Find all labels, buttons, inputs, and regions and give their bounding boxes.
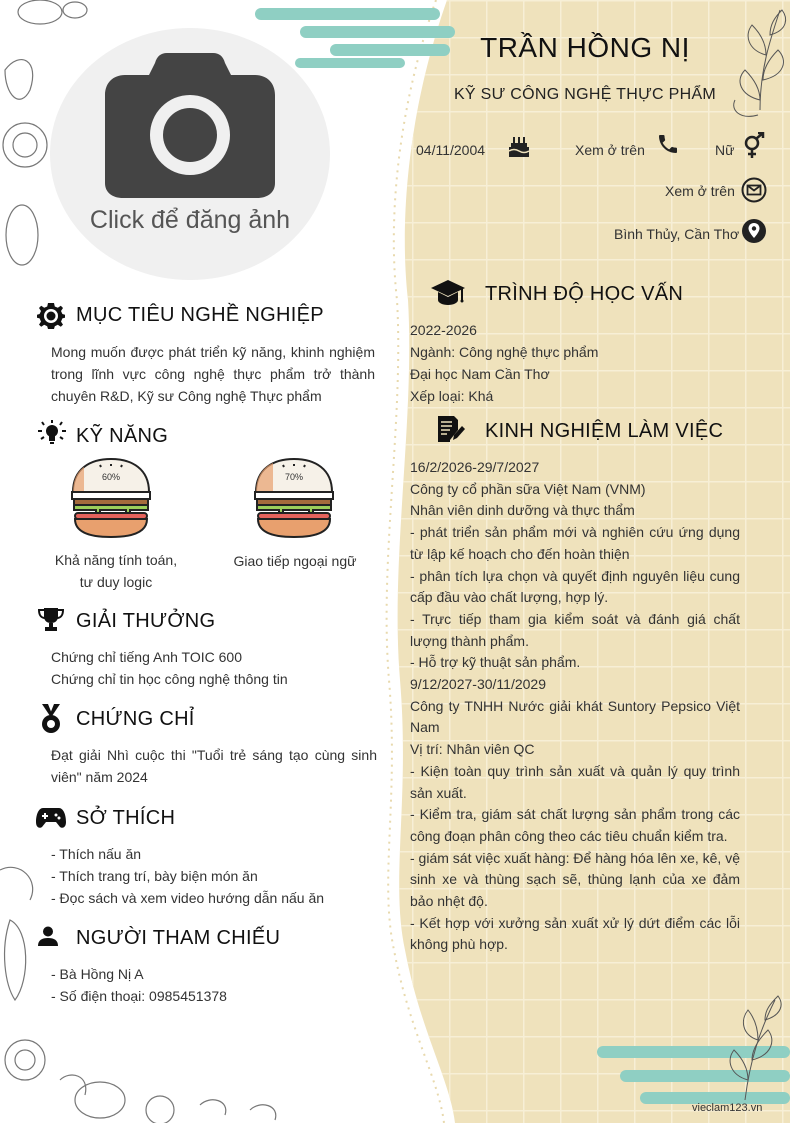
gender-value: Nữ <box>715 142 735 158</box>
skill-label-line1: Khả năng tính toán, <box>54 552 178 568</box>
experience-duty: - Kết hợp với xưởng sản xuất xử lý dứt điểm các lỗi không phù hợp. <box>410 914 740 953</box>
award-item: Chứng chỉ tin học công nghệ thông tin <box>51 671 288 687</box>
phone-value: Xem ở trên <box>575 142 645 158</box>
photo-upload-button[interactable] <box>50 28 330 280</box>
skill-label: Giao tiếp ngoại ngữ <box>233 553 357 569</box>
skill-percent: 70% <box>284 472 303 482</box>
reference-item: - Bà Hồng Nị A <box>51 966 144 982</box>
experience-position: Vị trí: Nhân viên QC <box>410 741 535 758</box>
skill-burger-icon <box>70 457 152 539</box>
person-icon <box>38 926 58 946</box>
experience-duty: - giám sát việc xuất hàng: Để hàng hóa lên xe, kê, vệ sinh xe và thùng sạch sẽ, thùng lạnh của xe đảm bảo nhệt độ. <box>410 849 740 910</box>
experience-duty: - Kiện toàn quy trình sản xuất và quản lý quy trình sản xuất. <box>410 762 740 801</box>
graduation-cap-icon <box>431 278 465 308</box>
experience-company: Công ty TNHH Nước giải khát Suntory Pepsico Việt Nam <box>410 697 740 736</box>
experience-company: Công ty cổ phần sữa Việt Nam (VNM) <box>410 480 646 497</box>
skill-burger-icon <box>253 457 335 539</box>
references-title: NGƯỜI THAM CHIẾU <box>76 927 281 949</box>
experience-title: KINH NGHIỆM LÀM VIỆC <box>485 420 724 442</box>
education-title: TRÌNH ĐỘ HỌC VẤN <box>485 283 684 305</box>
hobbies-title: SỞ THÍCH <box>76 807 176 829</box>
phone-icon <box>656 132 680 156</box>
cake-icon <box>507 133 531 159</box>
skill-label <box>40 549 192 593</box>
trophy-icon <box>38 606 64 632</box>
address-value: Bình Thủy, Cần Thơ <box>614 226 740 242</box>
document-edit-icon <box>436 414 466 444</box>
education-major: Ngành: Công nghệ thực phẩm <box>410 344 599 360</box>
education-period: 2022-2026 <box>410 322 477 338</box>
gear-icon <box>37 301 65 329</box>
birthday-value: 04/11/2004 <box>416 142 486 158</box>
hobbies-list <box>51 843 324 909</box>
medal-icon <box>38 704 64 734</box>
email-value: Xem ở trên <box>665 183 735 199</box>
job-title: KỸ SƯ CÔNG NGHỆ THỰC PHẨM <box>453 86 717 103</box>
hobby-item: - Đọc sách và xem video hướng dẫn nấu ăn <box>51 890 325 906</box>
education-school: Đại học Nam Cần Thơ <box>410 366 550 382</box>
hobby-item: - Thích trang trí, bày biện món ăn <box>51 868 258 884</box>
location-icon <box>741 218 767 244</box>
experience-period: 16/2/2026-29/7/2027 <box>410 459 540 475</box>
experience-duty: - Hỗ trợ kỹ thuật sản phẩm. <box>410 654 581 671</box>
objective-text: Mong muốn được phát triển kỹ năng, khinh nghiệm trong lĩnh vực công nghệ thực phẩm trở thành chuyên R&D, Kỹ sư Công nghệ Thực phẩm <box>51 344 375 404</box>
references-list <box>51 963 227 1007</box>
objective-title: MỤC TIÊU NGHỀ NGHIỆP <box>76 304 324 326</box>
education-grade: Xếp loại: Khá <box>410 388 494 404</box>
skills-title: KỸ NĂNG <box>76 425 169 447</box>
experience-duty: - Kiểm tra, giám sát chất lượng sản phẩm trong các công đoạn phân công theo các tiêu chuẩn kiểm tra. <box>410 806 740 844</box>
awards-list <box>51 646 288 690</box>
photo-upload-label: Click để đăng ảnh <box>89 206 291 234</box>
gamepad-icon <box>36 806 66 830</box>
gender-icon <box>742 132 766 160</box>
awards-title: GIẢI THƯỞNG <box>76 610 216 632</box>
reference-item: - Số điện thoại: 0985451378 <box>51 988 227 1004</box>
hobby-item: - Thích nấu ăn <box>51 846 142 862</box>
email-icon <box>741 177 767 203</box>
experience-duty: - phát triển sản phẩm mới và nghiên cứu ứng dụng từ lập kế hoạch cho đến hoàn thiện <box>410 524 740 562</box>
site-brand: vieclam123.vn <box>692 1102 763 1114</box>
camera-icon <box>105 53 275 198</box>
skill-label-line2: tư duy logic <box>79 574 153 590</box>
certificates-title: CHỨNG CHỈ <box>76 708 195 730</box>
skill-percent: 60% <box>101 472 120 482</box>
experience-period: 9/12/2027-30/11/2029 <box>410 676 546 693</box>
experience-position: Nhân viên dinh dưỡng và thực thẩm <box>410 502 635 519</box>
award-item: Chứng chỉ tiếng Anh TOIC 600 <box>51 649 242 665</box>
certificates-text: Đạt giải Nhì cuộc thi "Tuổi trẻ sáng tạo cùng sinh viên" năm 2024 <box>51 747 377 785</box>
experience-duty: - phân tích lựa chọn và quyết định nguyên liệu cung cấp đầu vào chất lượng, hợp lý. <box>410 567 740 606</box>
education-details <box>410 319 598 407</box>
experience-details <box>410 457 740 956</box>
experience-duty: - Trực tiếp tham gia kiểm soát và đánh giá chất lượng thành phẩm. <box>410 610 740 649</box>
lightbulb-icon <box>37 419 67 447</box>
candidate-name: TRẦN HỒNG NỊ <box>480 32 690 63</box>
